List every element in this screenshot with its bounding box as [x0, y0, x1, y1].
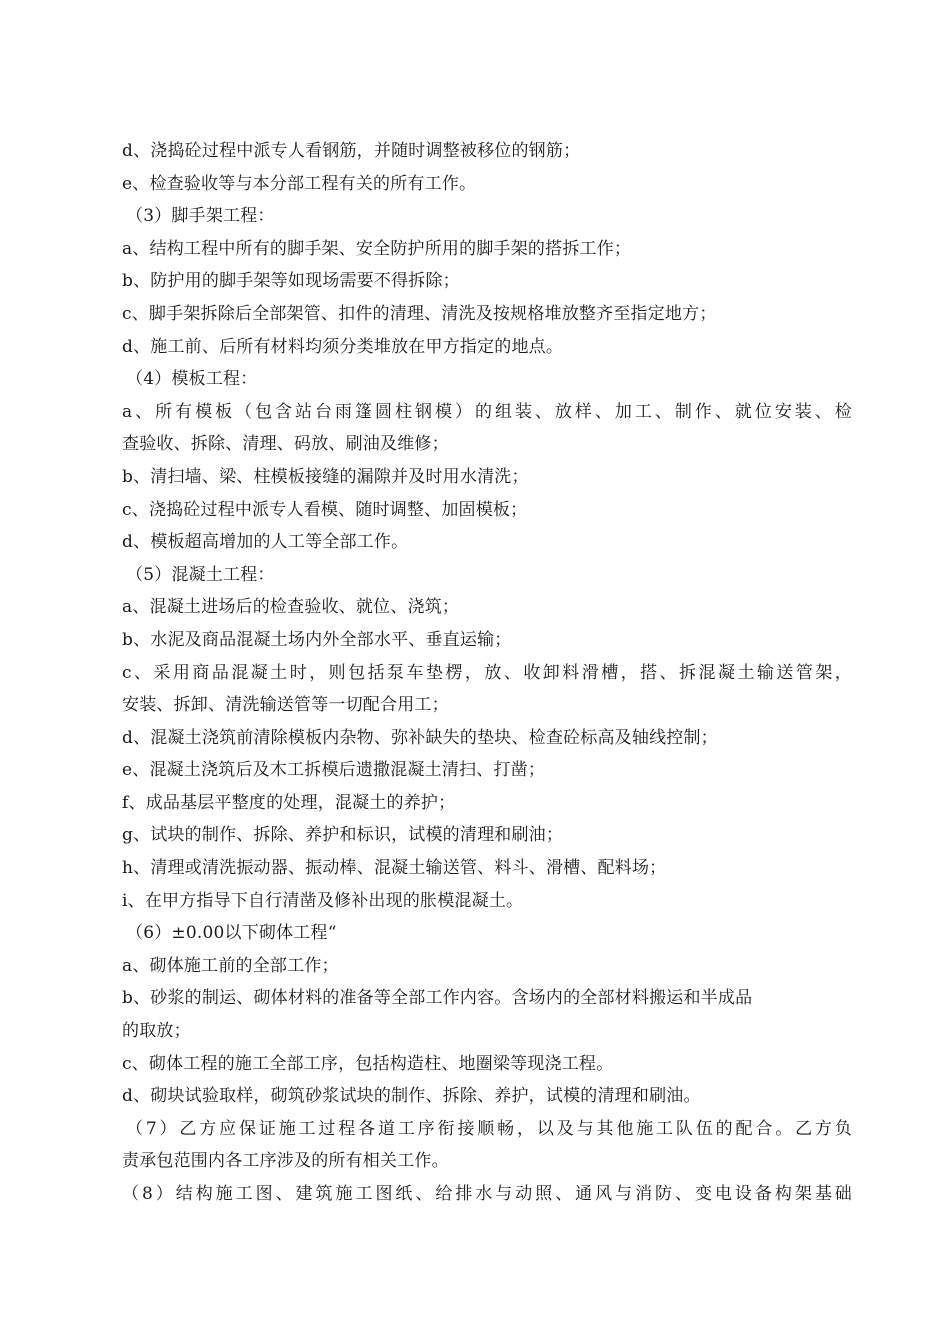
- text-line-f-concrete: f、成品基层平整度的处理，混凝土的养护；: [122, 792, 456, 813]
- text-line-a-formwork-1: a、所有模板（包含站台雨篷圆柱钢模）的组装、放样、加工、制作、就位安装、检: [122, 401, 852, 422]
- text-line-c-formwork: c、浇捣砼过程中派专人看模、随时调整、加固模板；: [122, 499, 528, 520]
- text-line-p7-2: 责承包范围内各工序涉及的所有相关工作。: [122, 1151, 449, 1172]
- text-line-i-concrete: i、在甲方指导下自行清凿及修补出现的胀模混凝土。: [122, 890, 524, 911]
- text-line-b-formwork: b、清扫墙、梁、柱模板接缝的漏隙并及时用水清洗；: [122, 466, 529, 487]
- text-line-d-formwork: d、模板超高增加的人工等全部工作。: [122, 532, 409, 553]
- text-line-c-scaffold: c、脚手架拆除后全部架管、扣件的清理、清洗及按规格堆放整齐至指定地方；: [122, 303, 717, 324]
- text-line-h4-formwork: （4）模板工程：: [126, 369, 258, 390]
- text-line-d-scaffold: d、施工前、后所有材料均须分类堆放在甲方指定的地点。: [122, 336, 564, 357]
- text-line-h6-masonry: （6）±0.00以下砌体工程“: [126, 923, 337, 944]
- text-line-b-scaffold: b、防护用的脚手架等如现场需要不得拆除；: [122, 271, 460, 292]
- text-line-d-rebar: d、浇捣砼过程中派专人看钢筋，并随时调整被移位的钢筋；: [122, 141, 581, 161]
- text-line-h3-scaffold: （3）脚手架工程：: [126, 206, 275, 227]
- text-line-h-concrete: h、清理或清洗振动器、振动棒、混凝土输送管、料斗、滑槽、配料场；: [122, 858, 667, 879]
- text-line-d-concrete: d、混凝土浇筑前清除模板内杂物、弥补缺失的垫块、检查砼标高及轴线控制；: [122, 727, 718, 748]
- text-line-b-masonry-2: 的取放；: [122, 1021, 191, 1042]
- text-line-p8-1: （8）结构施工图、建筑施工图纸、给排水与动照、通风与消防、变电设备构架基础: [122, 1184, 852, 1204]
- text-line-a-masonry: a、砌体施工前的全部工作；: [122, 955, 339, 976]
- text-line-g-concrete: g、试块的制作、拆除、养护和标识，试模的清理和刷油；: [122, 825, 564, 846]
- text-line-e-concrete: e、混凝土浇筑后及木工拆模后遗撒混凝土清扫、打凿；: [122, 760, 546, 781]
- text-line-c-concrete-1: c、采用商品混凝土时，则包括泵车垫楞，放、收卸料滑槽，搭、拆混凝土输送管架，: [122, 662, 852, 683]
- text-line-a-formwork-2: 查验收、拆除、清理、码放、刷油及维修；: [122, 434, 449, 455]
- text-line-c-masonry: c、砌体工程的施工全部工序，包括构造柱、地圈梁等现浇工程。: [122, 1053, 614, 1074]
- text-line-b-masonry-1: b、砂浆的制运、砌体材料的准备等全部工作内容。含场内的全部材料搬运和半成品: [122, 988, 753, 1009]
- text-line-a-concrete: a、混凝土进场后的检查验收、就位、浇筑；: [122, 597, 460, 618]
- document-body: [122, 135, 852, 1211]
- text-line-b-concrete: b、水泥及商品混凝土场内外全部水平、垂直运输；: [122, 629, 512, 650]
- text-line-d-masonry: d、砌块试验取样，砌筑砂浆试块的制作、拆除、养护，试模的清理和刷油。: [122, 1086, 701, 1107]
- text-line-p7-1: （7）乙方应保证施工过程各道工序衔接顺畅，以及与其他施工队伍的配合。乙方负: [126, 1118, 852, 1139]
- text-line-h5-concrete: （5）混凝土工程：: [126, 564, 275, 585]
- text-line-e-inspection: e、检查验收等与本分部工程有关的所有工作。: [122, 173, 477, 194]
- text-line-a-scaffold: a、结构工程中所有的脚手架、安全防护所用的脚手架的搭拆工作；: [122, 238, 632, 259]
- text-line-c-concrete-2: 安装、拆卸、清洗输送管等一切配合用工；: [122, 695, 449, 716]
